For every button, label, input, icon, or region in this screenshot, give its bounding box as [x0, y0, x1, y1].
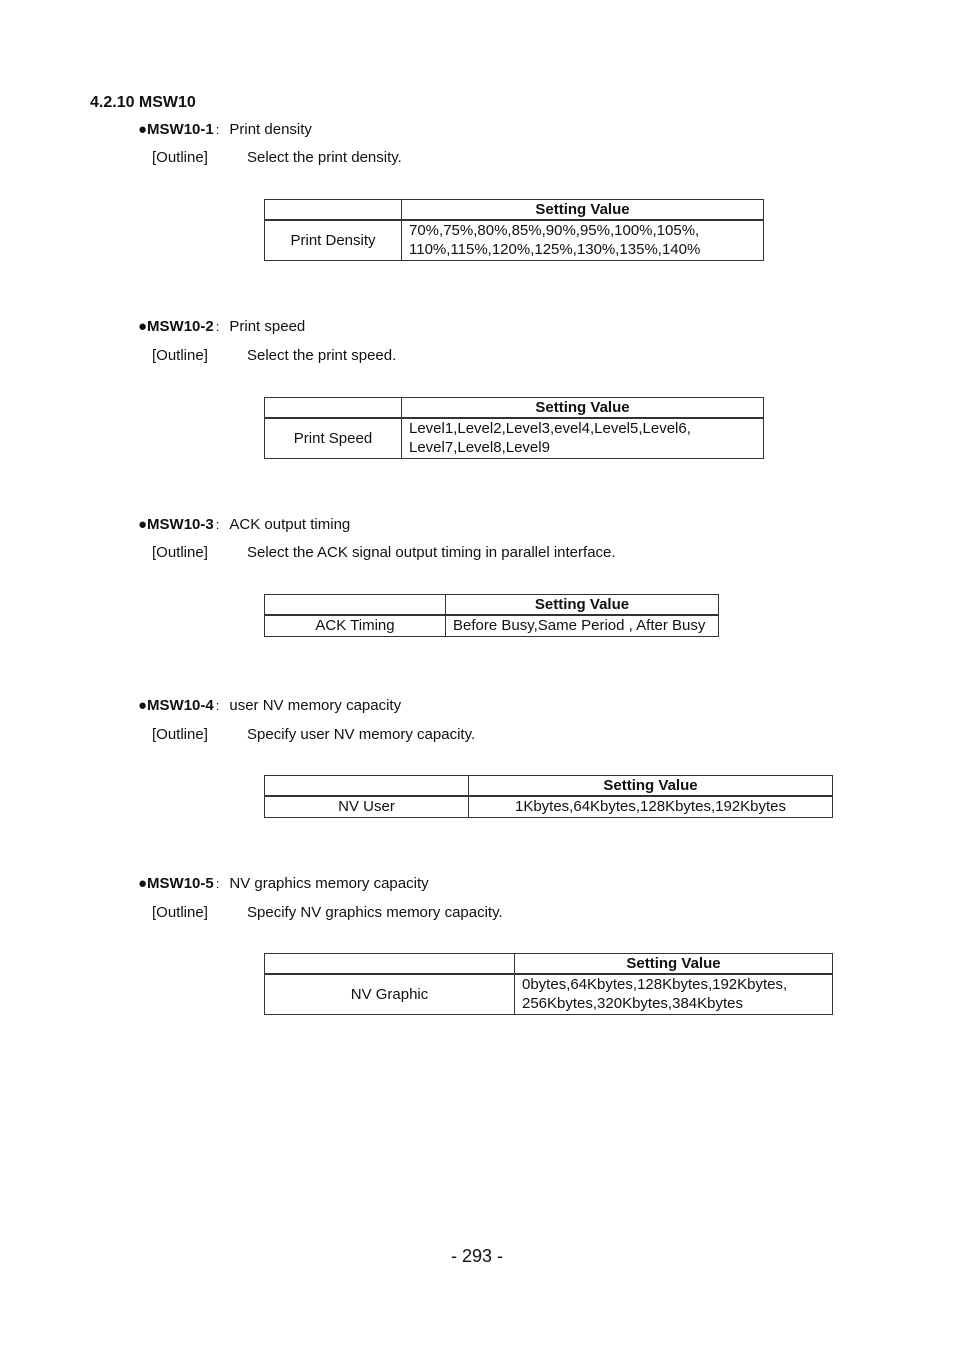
msw10-3-title — [138, 516, 350, 533]
msw10-5-title-text: NV graphics memory capacity — [229, 875, 429, 892]
msw10-2-table — [264, 397, 764, 459]
values-line-2: 110%,115%,120%,125%,130%,135%,140% — [409, 241, 701, 259]
msw10-2-separator: : — [215, 319, 220, 334]
outline-tag: [Outline] — [152, 347, 208, 364]
table-header-blank — [265, 595, 446, 616]
msw10-5-table — [264, 953, 833, 1015]
msw10-4-outline — [152, 726, 475, 743]
msw10-4-outline-text: Specify user NV memory capacity. — [247, 726, 476, 743]
table-header-setting-value: Setting Value — [446, 595, 719, 616]
table-row — [265, 974, 833, 1014]
msw10-3-title-text: ACK output timing — [229, 516, 351, 533]
section-heading: 4.2.10 MSW10 — [90, 94, 196, 111]
outline-tag: [Outline] — [152, 726, 208, 743]
row-values: Before Busy,Same Period , After Busy — [446, 615, 719, 636]
row-values: 1Kbytes,64Kbytes,128Kbytes,192Kbytes — [469, 796, 833, 817]
msw10-1-table — [264, 199, 764, 261]
values-line-1: 0bytes,64Kbytes,128Kbytes,192Kbytes, — [522, 976, 788, 994]
msw10-4-table — [264, 775, 833, 818]
row-name: ACK Timing — [265, 615, 446, 636]
msw10-3-outline-text: Select the ACK signal output timing in parallel interface. — [247, 544, 616, 561]
msw10-3-outline — [152, 544, 616, 561]
table-header-setting-value: Setting Value — [469, 776, 833, 797]
msw10-3-code: ●MSW10-3 — [138, 516, 214, 533]
msw10-1-code: ●MSW10-1 — [138, 121, 214, 138]
msw10-4-title-text: user NV memory capacity — [229, 697, 402, 714]
msw10-5-title — [138, 875, 429, 892]
outline-tag: [Outline] — [152, 149, 208, 166]
msw10-2-title-text: Print speed — [229, 318, 306, 335]
row-name: NV User — [265, 796, 469, 817]
msw10-1-outline — [152, 149, 402, 166]
table-header-setting-value: Setting Value — [402, 200, 764, 221]
msw10-4-title — [138, 697, 401, 714]
table-row — [265, 615, 719, 636]
row-name: NV Graphic — [265, 974, 515, 1014]
msw10-5-code: ●MSW10-5 — [138, 875, 214, 892]
values-line-1: Level1,Level2,Level3,evel4,Level5,Level6, — [409, 420, 691, 438]
row-name: Print Density — [265, 220, 402, 260]
msw10-1-title-text: Print density — [229, 121, 312, 138]
outline-tag: [Outline] — [152, 544, 208, 561]
table-header-setting-value: Setting Value — [402, 398, 764, 419]
msw10-5-outline-text: Specify NV graphics memory capacity. — [247, 904, 503, 921]
table-header-blank — [265, 398, 402, 419]
msw10-3-separator: : — [215, 517, 220, 532]
outline-tag: [Outline] — [152, 904, 208, 921]
table-header-blank — [265, 954, 515, 975]
values-line-2: Level7,Level8,Level9 — [409, 439, 550, 457]
msw10-2-outline-text: Select the print speed. — [247, 347, 397, 364]
row-values — [402, 418, 764, 458]
msw10-5-separator: : — [215, 876, 220, 891]
msw10-2-code: ●MSW10-2 — [138, 318, 214, 335]
row-values — [402, 220, 764, 260]
msw10-4-code: ●MSW10-4 — [138, 697, 214, 714]
table-row — [265, 796, 833, 817]
msw10-1-outline-text: Select the print density. — [247, 149, 402, 166]
table-header-setting-value: Setting Value — [515, 954, 833, 975]
values-line-1: 70%,75%,80%,85%,90%,95%,100%,105%, — [409, 222, 700, 240]
table-row — [265, 220, 764, 260]
values-line-2: 256Kbytes,320Kbytes,384Kbytes — [522, 995, 743, 1013]
msw10-4-separator: : — [215, 698, 220, 713]
msw10-2-title — [138, 318, 305, 335]
table-header-blank — [265, 200, 402, 221]
msw10-2-outline — [152, 347, 396, 364]
table-row — [265, 418, 764, 458]
msw10-1-separator: : — [215, 122, 220, 137]
msw10-1-title — [138, 121, 312, 138]
msw10-5-outline — [152, 904, 503, 921]
row-name: Print Speed — [265, 418, 402, 458]
table-header-blank — [265, 776, 469, 797]
row-values — [515, 974, 833, 1014]
msw10-3-table — [264, 594, 719, 637]
page-number: - 293 - — [450, 1246, 504, 1266]
